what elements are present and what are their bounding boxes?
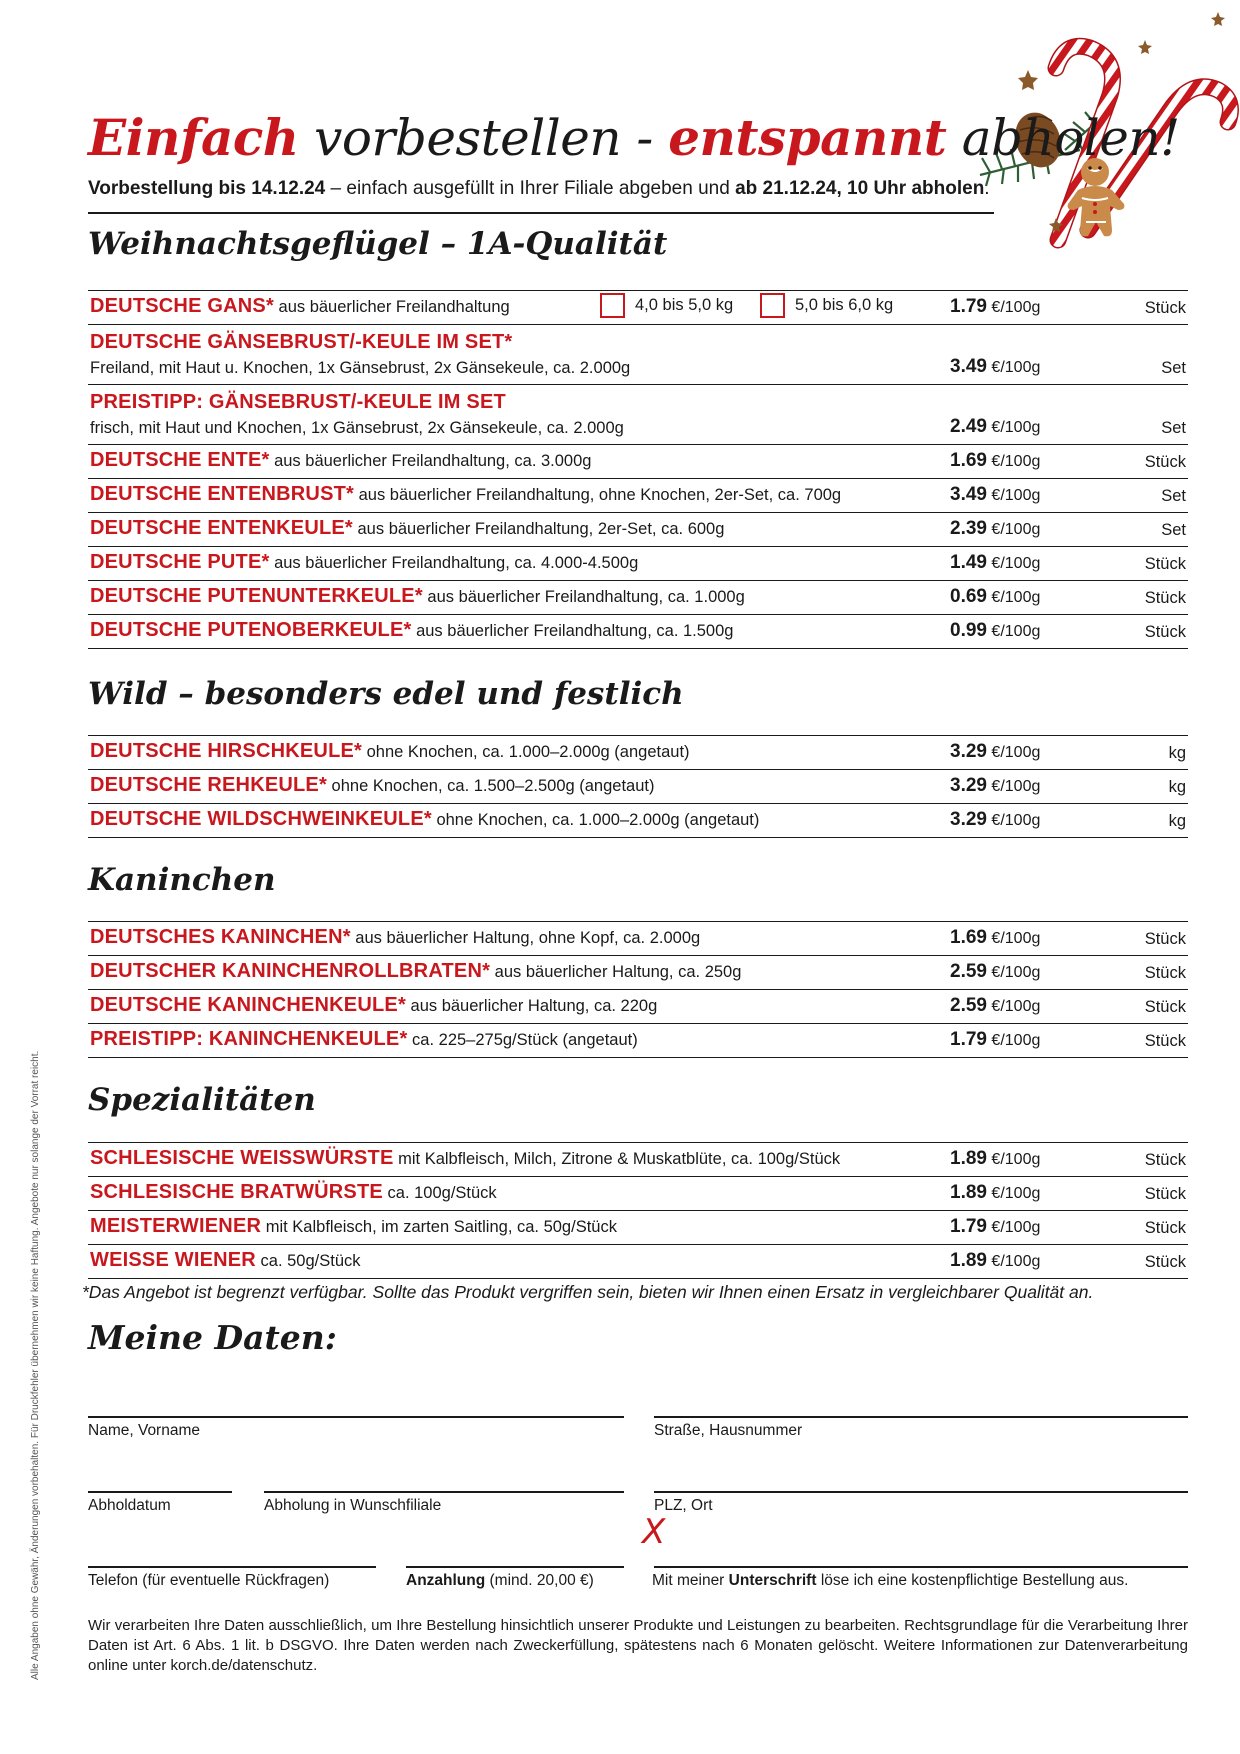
price-unit: €/100g [986, 744, 1041, 761]
product-desc: aus bäuerlicher Freilandhaltung, 2er-Set, ca. 600g [352, 520, 725, 538]
product-price: 0.99 [950, 620, 987, 641]
table-row [88, 956, 1188, 990]
product-desc: aus bäuerlicher Haltung, ca. 220g [405, 997, 658, 1015]
price-unit: €/100g [986, 1151, 1041, 1168]
price-unit: €/100g [986, 419, 1041, 436]
price-unit: €/100g [986, 778, 1041, 795]
signature-label [652, 1572, 1128, 1590]
price-unit: €/100g [986, 487, 1041, 504]
price-unit: €/100g [986, 1185, 1041, 1202]
headline-part-2: vorbestellen - [298, 109, 669, 167]
table-row [88, 1143, 1188, 1177]
order-unit: Stück [1144, 930, 1186, 948]
price-unit: €/100g [986, 1032, 1041, 1049]
headline [88, 108, 1180, 167]
product-price: 3.29 [950, 809, 987, 830]
product-price: 1.79 [950, 1216, 987, 1237]
product-name: PREISTIPP: GÄNSEBRUST/-KEULE IM SET [90, 391, 506, 413]
product-name: WEISSE WIENER [90, 1249, 256, 1271]
product-name: DEUTSCHES KANINCHEN* [90, 926, 351, 948]
table-row [88, 1177, 1188, 1211]
phone-field[interactable] [88, 1566, 376, 1568]
product-price: 1.89 [950, 1250, 987, 1271]
product-desc: ohne Knochen, ca. 1.500–2.500g (angetaut) [326, 777, 655, 795]
order-deadline-text [88, 178, 990, 200]
price-unit: €/100g [986, 589, 1041, 606]
product-price: 1.79 [950, 296, 987, 317]
product-name: DEUTSCHER KANINCHENROLLBRATEN* [90, 960, 491, 982]
product-desc: aus bäuerlicher Haltung, ca. 250g [490, 963, 742, 981]
product-name: DEUTSCHE KANINCHENKEULE* [90, 994, 406, 1016]
order-unit: kg [1168, 744, 1186, 762]
branch-label: Abholung in Wunschfiliale [264, 1497, 442, 1514]
product-desc: Freiland, mit Haut u. Knochen, 1x Gänsebrust, 2x Gänsekeule, ca. 2.000g [90, 359, 631, 377]
game-table [88, 735, 1188, 838]
signature-label-text-1: Mit meiner [652, 1572, 729, 1589]
product-name: DEUTSCHE REHKEULE* [90, 774, 327, 796]
price-unit: €/100g [986, 299, 1041, 316]
zip-city-field[interactable] [654, 1491, 1188, 1493]
signature-label-text-2: löse ich eine kostenpflichtige Bestellung aus. [816, 1572, 1129, 1589]
order-unit: Stück [1144, 555, 1186, 573]
street-label: Straße, Hausnummer [654, 1422, 803, 1439]
table-row [88, 990, 1188, 1024]
order-unit: Set [1161, 359, 1186, 377]
table-row [88, 804, 1188, 838]
table-row [88, 736, 1188, 770]
poultry-table [88, 290, 1188, 649]
zip-city-label: PLZ, Ort [654, 1497, 713, 1514]
order-unit: Set [1161, 521, 1186, 539]
order-unit: Stück [1144, 1151, 1186, 1169]
product-name: DEUTSCHE HIRSCHKEULE* [90, 740, 363, 762]
table-row [88, 1245, 1188, 1279]
table-row [88, 1211, 1188, 1245]
name-field[interactable] [88, 1416, 624, 1418]
product-price: 3.49 [950, 356, 987, 377]
weight-option-checkbox[interactable] [760, 293, 785, 318]
product-name: DEUTSCHE PUTE* [90, 551, 270, 573]
table-row [88, 479, 1188, 513]
price-unit: €/100g [986, 1253, 1041, 1270]
product-desc: aus bäuerlicher Freilandhaltung, ca. 4.000-4.500g [269, 554, 639, 572]
section-title-poultry: Weihnachtsgeflügel – 1A-Qualität [88, 226, 668, 262]
product-desc: aus bäuerlicher Freilandhaltung, ca. 1.500g [411, 622, 734, 640]
section-title-rabbit: Kaninchen [88, 862, 276, 898]
subline-text-2: . [984, 178, 990, 199]
deposit-field[interactable] [406, 1566, 624, 1568]
product-desc: aus bäuerlicher Freilandhaltung [273, 298, 510, 316]
price-unit: €/100g [986, 998, 1041, 1015]
table-row [88, 770, 1188, 804]
header-divider [88, 212, 994, 214]
headline-part-3: entspannt [668, 108, 947, 167]
order-unit: Set [1161, 487, 1186, 505]
legal-disclaimer: Alle Angaben ohne Gewähr, Änderungen vorbehalten. Für Druckfehler übernehmen wir keine Haftung. Angebote nur solange der Vorrat reicht. [30, 1050, 41, 1680]
product-price: 2.59 [950, 995, 987, 1016]
pickup-date-label: Abholdatum [88, 1497, 171, 1514]
order-unit: Stück [1144, 623, 1186, 641]
table-row [88, 385, 1188, 445]
product-desc: aus bäuerlicher Freilandhaltung, ohne Knochen, 2er-Set, ca. 700g [354, 486, 842, 504]
specialties-table [88, 1142, 1188, 1279]
table-row [88, 445, 1188, 479]
product-desc: ca. 225–275g/Stück (angetaut) [407, 1031, 638, 1049]
product-desc: ca. 50g/Stück [255, 1252, 361, 1270]
deposit-label [406, 1572, 594, 1590]
weight-option-label: 5,0 bis 6,0 kg [795, 296, 894, 314]
rabbit-table [88, 921, 1188, 1058]
form-title: Meine Daten: [88, 1318, 337, 1357]
price-unit: €/100g [986, 359, 1041, 376]
price-unit: €/100g [986, 812, 1041, 829]
order-unit: Stück [1144, 964, 1186, 982]
product-name: DEUTSCHE ENTENBRUST* [90, 483, 355, 505]
product-desc: mit Kalbfleisch, Milch, Zitrone & Muskatblüte, ca. 100g/Stück [393, 1150, 841, 1168]
order-unit: Stück [1144, 1032, 1186, 1050]
order-unit: Stück [1144, 1253, 1186, 1271]
product-name: MEISTERWIENER [90, 1215, 262, 1237]
signature-mark-icon: X [642, 1512, 666, 1552]
table-row [88, 513, 1188, 547]
branch-field[interactable] [264, 1491, 624, 1493]
signature-field[interactable] [654, 1566, 1188, 1568]
order-unit: Stück [1144, 589, 1186, 607]
product-name: DEUTSCHE PUTENUNTERKEULE* [90, 585, 423, 607]
pickup-date-field[interactable] [88, 1491, 232, 1493]
product-name: DEUTSCHE GANS* [90, 295, 274, 317]
order-unit: Stück [1144, 453, 1186, 471]
street-field[interactable] [654, 1416, 1188, 1418]
product-price: 3.49 [950, 484, 987, 505]
product-desc: ohne Knochen, ca. 1.000–2.000g (angetaut) [362, 743, 690, 761]
table-row [88, 581, 1188, 615]
headline-part-4: abholen! [946, 109, 1180, 167]
table-row [88, 922, 1188, 956]
product-price: 1.89 [950, 1148, 987, 1169]
order-unit: Stück [1144, 1185, 1186, 1203]
product-name: DEUTSCHE GÄNSEBRUST/-KEULE IM SET* [90, 331, 513, 353]
weight-option-checkbox[interactable] [600, 293, 625, 318]
table-row [88, 291, 1188, 325]
product-desc: aus bäuerlicher Freilandhaltung, ca. 3.000g [269, 452, 592, 470]
product-name: DEUTSCHE PUTENOBERKEULE* [90, 619, 412, 641]
subline-text-1: – einfach ausgefüllt in Ihrer Filiale abgeben und [325, 178, 736, 199]
order-unit: Stück [1144, 1219, 1186, 1237]
pickup-date: ab 21.12.24, 10 Uhr abholen [735, 178, 985, 199]
price-unit: €/100g [986, 555, 1041, 572]
price-unit: €/100g [986, 623, 1041, 640]
product-price: 3.29 [950, 775, 987, 796]
product-desc: aus bäuerlicher Freilandhaltung, ca. 1.000g [422, 588, 745, 606]
product-price: 2.59 [950, 961, 987, 982]
name-label: Name, Vorname [88, 1422, 200, 1439]
deposit-label-bold: Anzahlung [406, 1572, 486, 1589]
order-unit: Stück [1144, 998, 1186, 1016]
price-unit: €/100g [986, 521, 1041, 538]
product-price: 1.89 [950, 1182, 987, 1203]
product-name: SCHLESISCHE WEISSWÜRSTE [90, 1147, 394, 1169]
product-desc: ca. 100g/Stück [382, 1184, 497, 1202]
table-row [88, 1024, 1188, 1058]
product-name: DEUTSCHE ENTENKEULE* [90, 517, 353, 539]
availability-footnote: *Das Angebot ist begrenzt verfügbar. Sollte das Produkt vergriffen sein, bieten wir Ihnen einen Ersatz in vergleichbarer Qualität an. [82, 1282, 1094, 1302]
product-price: 3.29 [950, 741, 987, 762]
table-row [88, 325, 1188, 385]
product-price: 2.49 [950, 416, 987, 437]
product-price: 1.79 [950, 1029, 987, 1050]
signature-label-bold: Unterschrift [728, 1572, 817, 1589]
product-name: DEUTSCHE ENTE* [90, 449, 270, 471]
price-unit: €/100g [986, 964, 1041, 981]
order-deadline: Vorbestellung bis 14.12.24 [88, 178, 326, 199]
headline-part-1: Einfach [88, 108, 299, 167]
table-row [88, 615, 1188, 649]
price-unit: €/100g [986, 453, 1041, 470]
order-unit: kg [1168, 812, 1186, 830]
product-name: PREISTIPP: KANINCHENKEULE* [90, 1028, 408, 1050]
order-unit: Set [1161, 419, 1186, 437]
product-desc: ohne Knochen, ca. 1.000–2.000g (angetaut) [431, 811, 760, 829]
product-price: 1.69 [950, 927, 987, 948]
product-desc: aus bäuerlicher Haltung, ohne Kopf, ca. 2.000g [350, 929, 701, 947]
product-price: 0.69 [950, 586, 987, 607]
order-unit: kg [1168, 778, 1186, 796]
order-unit: Stück [1144, 299, 1186, 317]
product-desc: mit Kalbfleisch, im zarten Saitling, ca. 50g/Stück [261, 1218, 617, 1236]
deposit-label-rest: (mind. 20,00 €) [485, 1572, 594, 1589]
privacy-notice: Wir verarbeiten Ihre Daten ausschließlich, um Ihre Bestellung hinsichtlich unserer Produkte und Leistungen zu bearbeiten. Rechtsgrundlage für die Verarbeitung Ihrer Daten ist Art. 6 Abs. 1 lit. b DSGVO. Ihre Daten werden nach Zweckerfüllung, spätestens nach 6 Monaten gelöscht. Weitere Informationen zur Datenverarbeitung online unter korch.de/datenschutz. [88, 1617, 1188, 1674]
product-name: DEUTSCHE WILDSCHWEINKEULE* [90, 808, 432, 830]
price-unit: €/100g [986, 1219, 1041, 1236]
product-name: SCHLESISCHE BRATWÜRSTE [90, 1181, 383, 1203]
section-title-specialties: Spezialitäten [88, 1082, 316, 1118]
product-price: 2.39 [950, 518, 987, 539]
phone-label: Telefon (für eventuelle Rückfragen) [88, 1572, 330, 1589]
weight-option-label: 4,0 bis 5,0 kg [635, 296, 734, 314]
table-row [88, 547, 1188, 581]
section-title-game: Wild – besonders edel und festlich [88, 676, 684, 712]
product-price: 1.49 [950, 552, 987, 573]
product-desc: frisch, mit Haut und Knochen, 1x Gänsebrust, 2x Gänsekeule, ca. 2.000g [90, 419, 624, 437]
product-price: 1.69 [950, 450, 987, 471]
price-unit: €/100g [986, 930, 1041, 947]
